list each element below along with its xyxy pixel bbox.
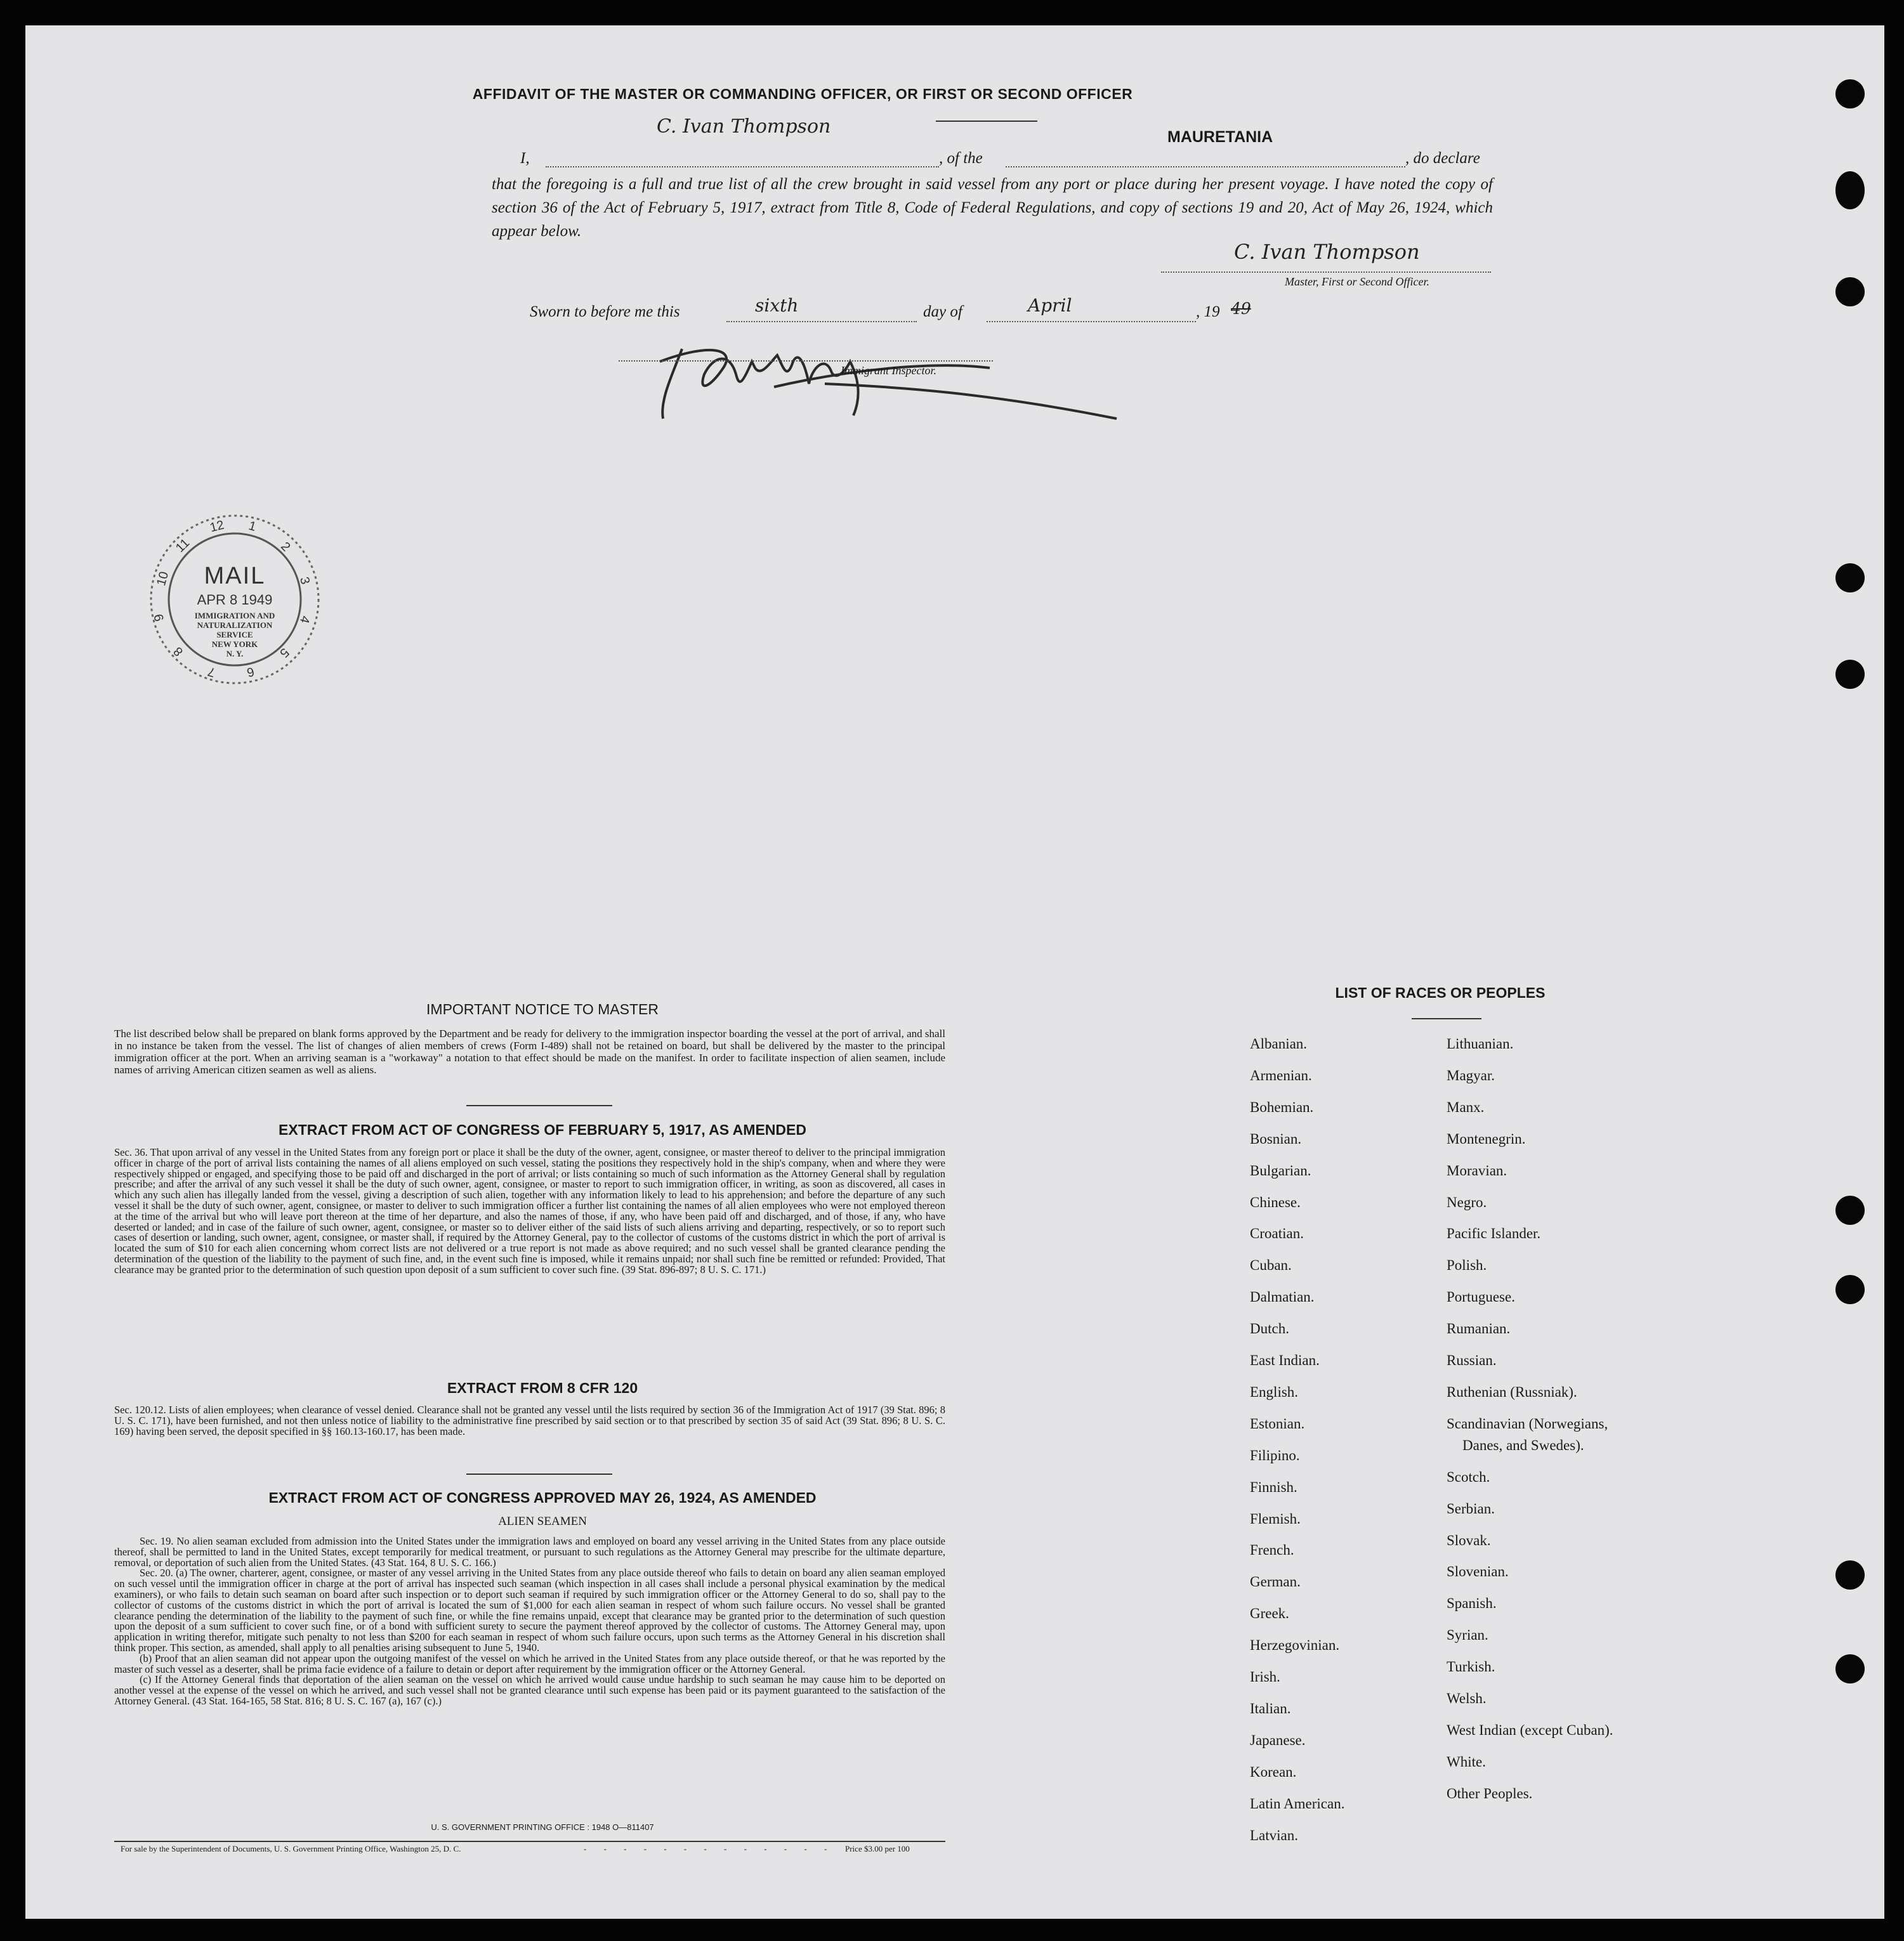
race-item: Polish. <box>1447 1257 1487 1274</box>
race-item: Cuban. <box>1250 1257 1292 1274</box>
race-item: Flemish. <box>1250 1510 1301 1527</box>
inspector-line <box>619 360 993 362</box>
month-line <box>987 321 1196 322</box>
title-rule <box>936 121 1037 122</box>
footer-left: For sale by the Superintendent of Documents, U. S. Government Printing Office, Washington 25, D. C. <box>121 1844 461 1853</box>
extract3-p1: Sec. 19. No alien seaman excluded from admission into the United States under the immigration laws and employed on board any vessel arriving in the United States from any place outside thereof, shall be permitted to land in the United States, except temporarily for medical treatment, or pursuant to such regulations as the Attorney General may prescribe for the ultimate departure, removal, or deportation of such alien from the United States. (43 Stat. 164, 8 U. S. C. 166.) <box>114 1535 945 1569</box>
extract3-text <box>114 1536 945 1707</box>
binder-hole <box>1835 1654 1865 1683</box>
form-sheet <box>25 25 1884 1919</box>
extract3-title: EXTRACT FROM ACT OF CONGRESS APPROVED MAY 26, 1924, AS AMENDED <box>268 1489 817 1506</box>
stamp-ring-number: 11 <box>173 535 192 555</box>
race-item: Welsh. <box>1447 1690 1487 1706</box>
month-handwritten: April <box>1028 295 1072 316</box>
race-item: White. <box>1447 1753 1486 1770</box>
stamp-ring-number: 10 <box>154 570 172 588</box>
race-item: Japanese. <box>1250 1732 1306 1748</box>
footer-dashes: - - - - - - - - - - - - - <box>584 1844 835 1853</box>
master-line <box>1161 271 1491 273</box>
stamp-ring-number: 7 <box>206 663 217 679</box>
race-item: Serbian. <box>1447 1500 1495 1517</box>
day-of-label: day of <box>923 303 962 320</box>
notice-text: The list described below shall be prepared on blank forms approved by the Department and be ready for delivery to the immigration inspector boarding the vessel at the port of arrival, and shall in no instance be taken from the vessel. The list of changes of alien members of crews (Form I-489) shall not be retained on board, but shall be delivered by the master to the principal immigration officer at the port. When an arriving seaman is a "workaway" a notation to that effect should be made on the manifest. In order to facilitate inspection of alien seamen, include names of arriving American citizen seamen as well as aliens. <box>114 1028 946 1076</box>
race-item: Albanian. <box>1250 1036 1308 1052</box>
stamp-ring-number: 6 <box>245 664 256 680</box>
races-title: LIST OF RACES OR PEOPLES <box>1335 984 1546 1001</box>
race-item: Croatian. <box>1250 1225 1304 1242</box>
stamp-ring-number: 5 <box>277 645 292 661</box>
extract3-p3: (b) Proof that an alien seaman did not appear upon the outgoing manifest of the vessel on which he arrived in the United States from any place outside thereof, or that he was reported by the master of such vessel as a deserter, shall be prima facie evidence of a failure to detain or deport after requirement by the immigration officer or the Attorney General. <box>114 1652 945 1675</box>
race-item: Estonian. <box>1250 1415 1305 1432</box>
affidavit-of-the: , of the <box>939 150 983 167</box>
sworn-label: Sworn to before me this <box>530 303 680 320</box>
year-handwritten: 49 <box>1231 299 1251 318</box>
extract3-subtitle: ALIEN SEAMEN <box>498 1515 587 1528</box>
stamp-mail: MAIL <box>204 563 266 589</box>
race-item: Scandinavian (Norwegians, <box>1447 1415 1608 1432</box>
race-item: Moravian. <box>1447 1162 1507 1179</box>
extract3-p4: (c) If the Attorney General finds that deportation of the alien seaman on the vessel on which he arrived would cause undue hardship to such seaman he may cause him to be deported on another vessel at the expense of the vessel on which he arrived, and such vessel shall not be granted clearance until such expense has been paid or its payment guaranteed to the satisfaction of the Attorney General. (43 Stat. 164-165, 58 Stat. 816; 8 U. S. C. 167 (a), 167 (c).) <box>114 1673 945 1707</box>
inspector-signature <box>634 324 1161 438</box>
race-item: East Indian. <box>1250 1352 1320 1368</box>
master-signature: C. Ivan Thompson <box>1234 240 1420 264</box>
extract1-title: EXTRACT FROM ACT OF CONGRESS OF FEBRUARY 5, 1917, AS AMENDED <box>279 1121 806 1138</box>
stamp-ring-number: 1 <box>247 519 258 535</box>
stamp-ring-number: 8 <box>171 644 186 659</box>
race-item: Latin American. <box>1250 1795 1345 1812</box>
race-item: West Indian (except Cuban). <box>1447 1722 1613 1738</box>
race-item: Ruthenian (Russniak). <box>1447 1383 1577 1400</box>
race-item: Irish. <box>1250 1669 1280 1685</box>
race-item: Lithuanian. <box>1447 1036 1514 1052</box>
race-item: Spanish. <box>1447 1595 1497 1612</box>
race-item: Manx. <box>1447 1099 1485 1115</box>
race-item: Chinese. <box>1250 1194 1301 1210</box>
race-item: Russian. <box>1447 1352 1497 1368</box>
vessel-name: MAURETANIA <box>1167 128 1273 146</box>
race-item: Magyar. <box>1447 1067 1495 1083</box>
race-item: Bosnian. <box>1250 1130 1302 1147</box>
race-item: Scotch. <box>1447 1468 1490 1485</box>
race-item: Filipino. <box>1250 1447 1300 1463</box>
stamp-line1: IMMIGRATION AND <box>194 611 275 620</box>
stamp-ring-number: 12 <box>208 518 226 535</box>
name-line <box>546 166 939 167</box>
race-item: Dalmatian. <box>1250 1289 1315 1305</box>
extract2-text: Sec. 120.12. Lists of alien employees; when clearance of vessel denied. Clearance shall not be granted any vessel until the lists required by section 36 of the Immigration Act of 1917 (39 Stat. 896; 8 U. S. C. 171), have been furnished, and not then unless notice of liability to the administrative fine prescribed by said section or to that prescribed by section 35 of said Act (39 Stat. 896; 8 U. S. C. 169) having been served, the deposit specified in §§ 160.13-160.17, has been made. <box>114 1404 945 1437</box>
extract2-rule <box>466 1474 612 1475</box>
race-item: Slovak. <box>1447 1532 1491 1548</box>
stamp-ring-number: 9 <box>151 612 167 623</box>
race-item: Montenegrin. <box>1447 1130 1526 1147</box>
race-item: Armenian. <box>1250 1067 1312 1083</box>
races-rule <box>1412 1018 1481 1019</box>
stamp-ring-number: 2 <box>278 539 294 554</box>
race-item: Slovenian. <box>1447 1564 1509 1580</box>
race-item: Negro. <box>1447 1194 1487 1210</box>
affidavit-body: that the foregoing is a full and true list of all the crew brought in said vessel from any port or place during her present voyage. I have noted the copy of section 36 of the Act of February 5, 1917, extract from Title 8, Code of Federal Regulations, and copy of sections 19 and 20, Act of May 26, 1924, which appear below. <box>492 176 1493 240</box>
stamp-ring-number: 4 <box>296 614 312 625</box>
race-item: Rumanian. <box>1447 1321 1511 1337</box>
affidavit-do-declare: , do declare <box>1405 150 1480 167</box>
stamp-line3: SERVICE <box>216 630 253 639</box>
day-line <box>726 321 917 322</box>
race-item: Syrian. <box>1447 1627 1488 1644</box>
binder-hole <box>1835 1560 1865 1590</box>
stamp-line4: NEW YORK <box>211 639 258 649</box>
inspector-label: Immigrant Inspector. <box>841 364 936 377</box>
race-item: Turkish. <box>1447 1659 1495 1675</box>
binder-hole <box>1835 660 1865 689</box>
race-item: Portuguese. <box>1447 1289 1515 1305</box>
race-item: French. <box>1250 1542 1294 1559</box>
extract1-text: Sec. 36. That upon arrival of any vessel in the United States from any foreign port or place it shall be the duty of the owner, agent, consignee, or master thereof to deliver to the principal immigration officer in charge of the port of arrival lists containing the names of all aliens employed on such vessel, stating the positions they respectively hold in the ship's company, when and where they were respectively shipped or engaged, and specifying those to be paid off and discharged in the port of arrival; or lists containing so much of such information as the Attorney General shall by regulation prescribe; and after the arrival of any such vessel it shall be the duty of such owner, agent, consignee, or master to report to such immigration officer, in writing, as soon as discovered, all cases in which any such alien has illegally landed from the vessel, giving a description of such alien, together with any information likely to lead to his apprehension; and before the departure of any such vessel it shall be the duty of such owner, agent, consignee, or master to deliver to such immigration officer a further list containing the names of all alien employees who were not employed thereon at the time of the arrival but who will leave port thereon at the time of her departure, and also the names of those, if any, who have been paid off and discharged, and of those, if any, who have deserted or landed; and in case of the failure of such owner, agent, consignee, or master so to deliver either of the said lists of such aliens arriving and departing, respectively, or so to report such cases of desertion or landing, such owner, agent, consignee, or master shall, if required by the Attorney General, pay to the collector of customs of the customs district in which the port of arrival is located the sum of $10 for each alien concerning whom correct lists are not delivered or a true report is not made as above required; and no such vessel shall be granted clearance pending the determination of the question of the liability to the payment of such fine, and, in the event such fine is imposed, while it remains unpaid; nor shall such fine be remitted or refunded: Provided, That clearance may be granted prior to the determination of such question upon deposit of a sum sufficient to cover such fine. (39 Stat. 896-897; 8 U. S. C. 171.) <box>114 1146 945 1276</box>
footer-rule <box>114 1841 945 1842</box>
vessel-line <box>1006 166 1405 167</box>
race-item: German. <box>1250 1574 1301 1590</box>
stamp-ring-number: 3 <box>297 575 313 586</box>
race-item: Finnish. <box>1250 1479 1297 1495</box>
notice-title: IMPORTANT NOTICE TO MASTER <box>426 1001 659 1017</box>
race-item: Bohemian. <box>1250 1099 1314 1115</box>
master-label: Master, First or Second Officer. <box>1285 275 1429 288</box>
extract2-title: EXTRACT FROM 8 CFR 120 <box>447 1380 638 1396</box>
binder-hole <box>1835 277 1865 306</box>
affidavit-i: I, <box>520 150 530 167</box>
race-item: Other Peoples. <box>1447 1785 1533 1801</box>
stamp-line2: NATURALIZATION <box>197 620 273 630</box>
extract3-p2: Sec. 20. (a) The owner, charterer, agent, consignee, or master of any vessel arriving in the United States from any place outside thereof who fails to detain on board any alien seaman employed on such vessel until the immigration officer in charge at the port of arrival has inspected such seaman (which inspection in all cases shall include a personal physical examination by the medical examiners), or who fails to detain such seaman on board after such inspection or to deport such seaman if required by such immigration officer or the Attorney General to do so, shall pay to the collector of customs of the customs district in which the port of arrival is located the sum of $1,000 for each alien seaman in respect of whom such failure occurs. No vessel shall be granted clearance pending the determination of the liability to the payment of such fine, or while the fine remains unpaid, except that clearance may be granted prior to the determination of such question upon the deposit of a sum sufficient to cover such fine, or of a bond with sufficient surety to secure the payment thereof approved by the collector of customs. The Attorney General may, upon application in writing therefor, mitigate such penalty to not less than $200 for each seaman in respect of whom such failure occurs, upon such terms as the Attorney General in his discretion shall think proper. This section, as amended, shall apply to all penalties arising subsequent to June 5, 1940. <box>114 1567 945 1654</box>
stamp-line5: N. Y. <box>226 649 244 658</box>
race-item: Dutch. <box>1250 1321 1289 1337</box>
race-item: Bulgarian. <box>1250 1162 1311 1179</box>
binder-hole <box>1835 171 1865 209</box>
stamp-date: APR 8 1949 <box>197 592 273 608</box>
year-prefix: , 19 <box>1196 303 1220 320</box>
gpo-imprint: U. S. GOVERNMENT PRINTING OFFICE : 1948 O—811407 <box>431 1822 654 1832</box>
footer-right: Price $3.00 per 100 <box>845 1844 910 1853</box>
race-item: Danes, and Swedes). <box>1462 1437 1584 1453</box>
race-item: Italian. <box>1250 1700 1291 1716</box>
binder-hole <box>1835 79 1865 108</box>
binder-hole <box>1835 1196 1865 1225</box>
binder-hole <box>1835 1275 1865 1304</box>
binder-hole <box>1835 563 1865 592</box>
race-item: Pacific Islander. <box>1447 1225 1541 1242</box>
mail-stamp <box>146 511 324 688</box>
race-item: Herzegovinian. <box>1250 1637 1340 1654</box>
affidavit-title: AFFIDAVIT OF THE MASTER OR COMMANDING OFFICER, OR FIRST OR SECOND OFFICER <box>472 86 1133 102</box>
day-handwritten: sixth <box>755 295 799 316</box>
race-item: English. <box>1250 1383 1299 1400</box>
race-item: Greek. <box>1250 1605 1289 1622</box>
race-item: Korean. <box>1250 1763 1297 1780</box>
master-signature-top: C. Ivan Thompson <box>657 115 831 138</box>
race-item: Latvian. <box>1250 1827 1298 1843</box>
notice-rule <box>466 1105 612 1106</box>
